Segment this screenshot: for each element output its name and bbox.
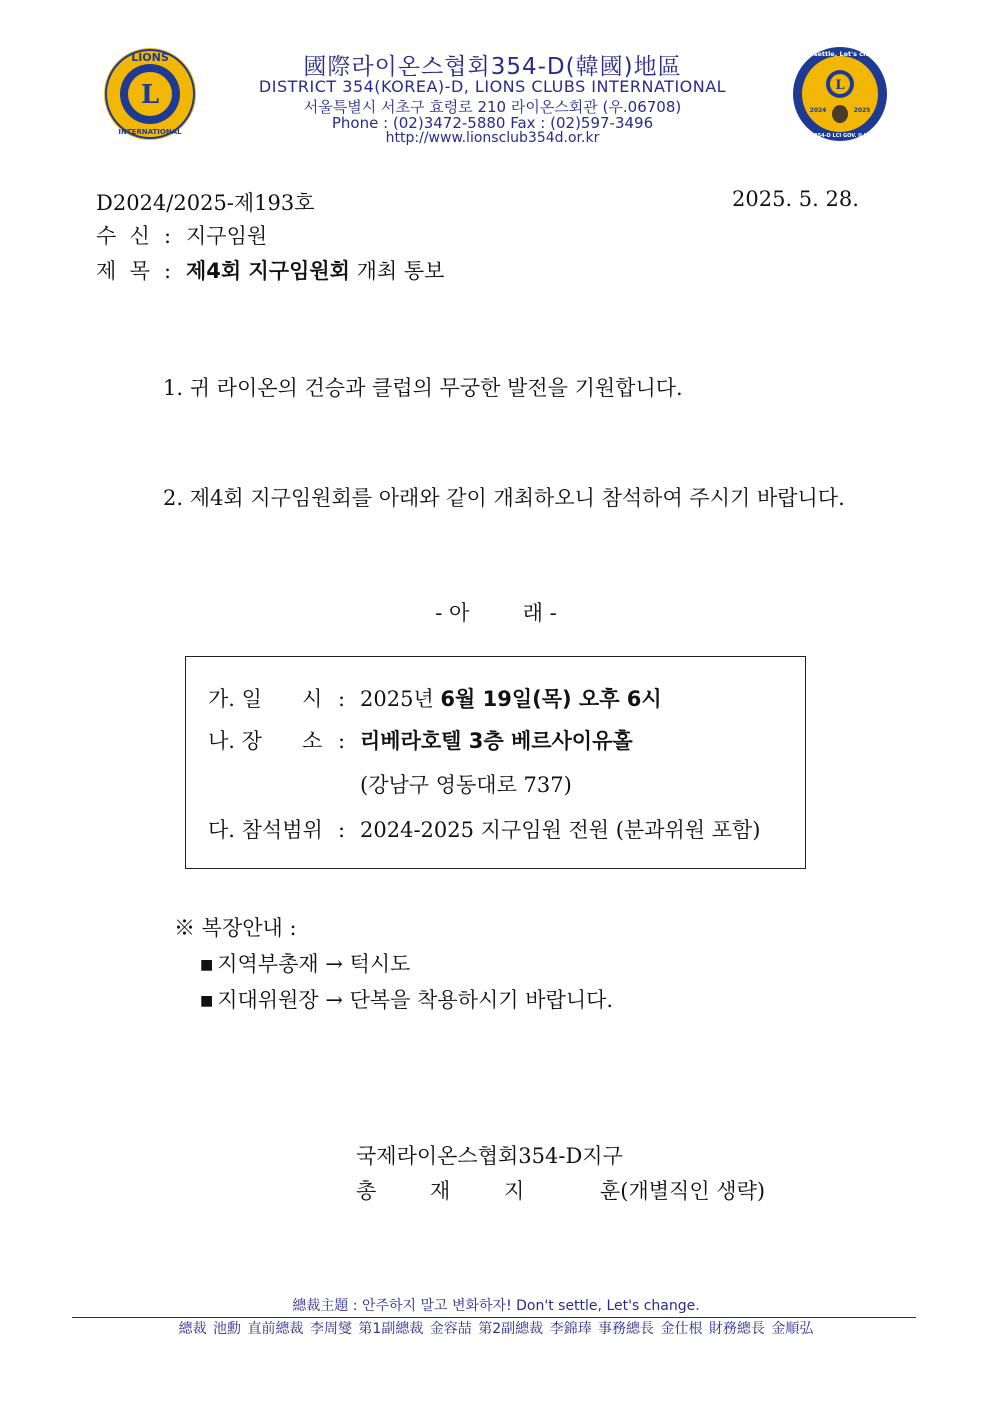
signature-organization: 국제라이온스협회354-D지구 <box>356 1144 623 1168</box>
footer-theme: 總裁主題 : 안주하지 말고 변화하자! Don't settle, Let's change. <box>292 1298 700 1314</box>
place-separator: : <box>338 729 346 753</box>
paragraph-1: 1. 귀 라이온의 건승과 클럽의 무궁한 발전을 기원합니다. <box>163 376 683 400</box>
lions-logo <box>100 44 200 144</box>
paragraph-2: 2. 제4회 지구임원회를 아래와 같이 개최하오니 참석하여 주시기 바랍니다. <box>163 486 845 510</box>
recipient-row <box>96 220 267 250</box>
detail-row-scope <box>208 814 761 844</box>
org-phone: Phone : (02)3472-5880 Fax : (02)597-3496 <box>331 114 654 132</box>
recipient-separator: : <box>164 224 172 248</box>
logo-right-year-left: 2024 <box>809 107 827 114</box>
scope-value: 2024-2025 지구임원 전원 (분과위원 포함) <box>360 818 761 842</box>
date-prefix: 2025년 <box>360 687 441 711</box>
place-bold: 리베라호텔 3층 베르사이유홀 <box>360 729 633 753</box>
logo-right-top-text: Don't settle, Let's change. <box>791 50 889 58</box>
subject-rest: 개최 통보 <box>349 259 445 283</box>
signature-char: 재 <box>430 1179 451 1203</box>
org-website-link[interactable]: http://www.lionsclub354d.or.kr <box>385 130 600 146</box>
square-bullet-icon: ■ <box>200 957 214 973</box>
notice-heading: - 아 래 - <box>435 601 557 625</box>
detail-row-date <box>208 683 662 713</box>
place-label: 나. 장 소 <box>208 729 323 753</box>
footer-officers: 總裁 池勳 直前總裁 李周燮 第1副總裁 金容喆 第2副總裁 李錦琫 事務總長 金仕根 財務總長 金順弘 <box>178 1321 814 1337</box>
dress-code-item <box>200 948 410 978</box>
date-label: 가. 일 시 <box>208 687 323 711</box>
org-title: 國際라이온스협회354-D(韓國)地區 <box>303 54 682 80</box>
date-bold: 6월 19일(목) 오후 6시 <box>440 687 662 711</box>
dress-code-item-text: 지대위원장 → 단복을 착용하시기 바랍니다. <box>217 988 614 1012</box>
dress-code-item <box>200 984 613 1014</box>
scope-separator: : <box>338 818 346 842</box>
recipient-value: 지구임원 <box>186 224 268 248</box>
place-address: (강남구 영동대로 737) <box>360 773 572 797</box>
logo-right-bottom-text: DIST 354-D LCI GOV. JI,HOON <box>799 133 881 139</box>
scope-label: 다. 참석범위 <box>208 818 323 842</box>
document-date: 2025. 5. 28. <box>732 187 859 211</box>
subject-separator: : <box>164 259 172 283</box>
signature-char: 지 <box>504 1179 525 1203</box>
subject-bold: 제4회 지구임원회 <box>186 259 350 283</box>
district-governor-logo <box>790 44 890 144</box>
svg-text:L: L <box>140 80 160 110</box>
dress-code-title: ※ 복장안내 : <box>174 916 297 940</box>
dress-code-item-text: 지역부총재 → 턱시도 <box>217 952 411 976</box>
square-bullet-icon: ■ <box>200 993 214 1009</box>
document-number: D2024/2025-제193호 <box>96 191 315 215</box>
signature-char: 훈 <box>600 1179 621 1203</box>
signature-note: (개별직인 생략) <box>620 1179 766 1203</box>
svg-text:L: L <box>835 78 845 93</box>
org-english-name: DISTRICT 354(KOREA)-D, LIONS CLUBS INTERNATIONAL <box>258 77 727 96</box>
logo-right-year-right: 2025 <box>853 107 871 114</box>
signature-char: 총 <box>356 1179 377 1203</box>
meeting-details-box <box>185 656 806 869</box>
logo-left-top-text: LIONS <box>131 51 169 64</box>
subject-label: 제 목 <box>96 259 150 283</box>
recipient-label: 수 신 <box>96 224 150 248</box>
date-separator: : <box>338 687 346 711</box>
logo-left-bottom-text: INTERNATIONAL <box>118 128 182 136</box>
detail-row-place <box>208 725 633 755</box>
org-address: 서울특별시 서초구 효령로 210 라이온스회관 (우.06708) <box>303 98 682 116</box>
subject-row <box>96 255 444 285</box>
signature-governor <box>356 1175 765 1205</box>
